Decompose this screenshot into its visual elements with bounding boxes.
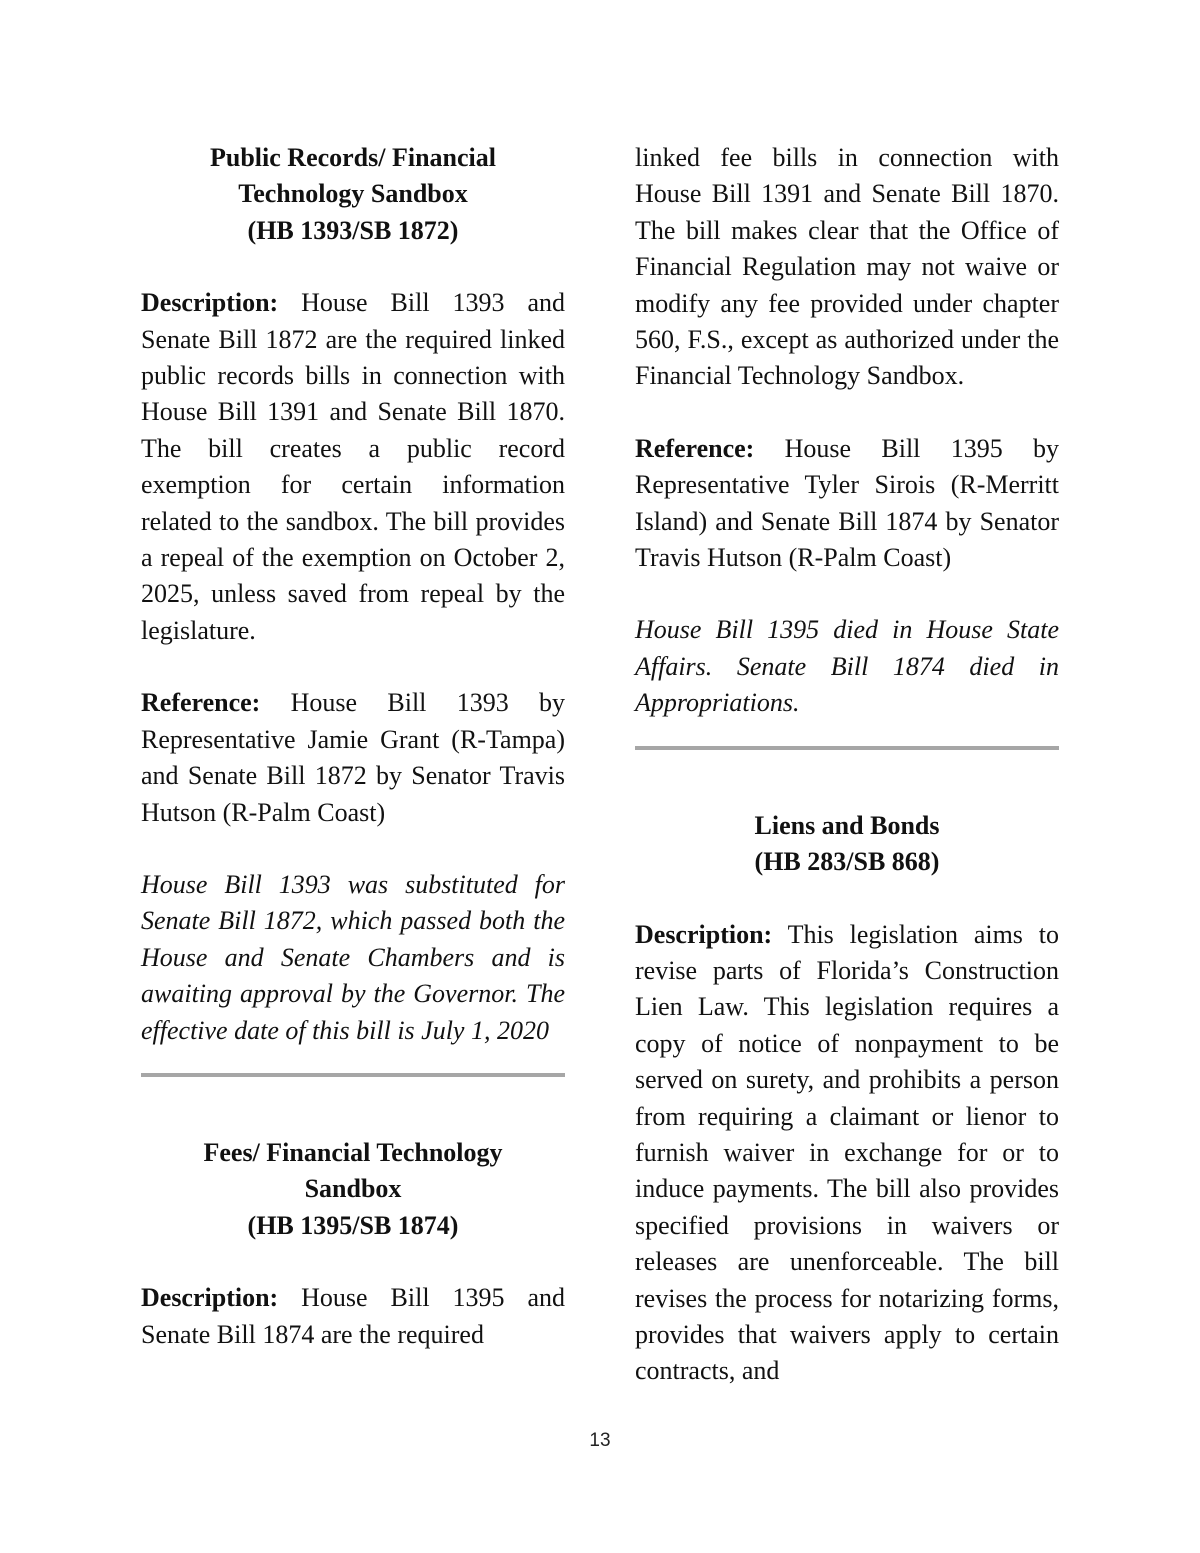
description-text: House Bill 1393 and Senate Bill 1872 are the required linked public records bills in connection with House Bill 1391 and Senate Bill 1870. The bill creates a public record exemption for certain information related to the sandbox. The bill provides a repeal of the exemption on October 2, 2025, unless saved from repeal by the legislature. [141,288,565,645]
description-text: This legislation aims to revise parts of Florida’s Construction Lien Law. This legislation requires a copy of notice of nonpayment to be served on surety, and prohibits a person from requiring a claimant or lienor to furnish waiver in exchange for or to induce payments. The bill also provides specified provisions in waivers or releases are unenforceable. The bill revises the process for notarizing forms, provides that waivers apply to certain contracts, and [635,919,1059,1386]
heading-line: (HB 1393/SB 1872) [247,215,459,245]
reference-text: House Bill 1395 by Representative Tyler Sirois (R-Merritt Island) and Senate Bill 1874 by Senator Travis Hutson (R-Palm Coast) [635,433,1059,573]
heading-line: Liens and Bonds [754,810,940,840]
public-records-reference [141,685,565,831]
fees-description-start [141,1280,565,1353]
description-label: Description: [141,288,279,318]
public-records-heading [141,140,565,249]
section-divider [635,746,1059,750]
reference-text: House Bill 1393 by Representative Jamie Grant (R-Tampa) and Senate Bill 1872 by Senator Travis Hutson (R-Palm Coast) [141,688,565,827]
fees-description-continued: linked fee bills in connection with House Bill 1391 and Senate Bill 1870. The bill makes clear that the Office of Financial Regulation may not waive or modify any fee provided under chapter 560, F.S., except as authorized under the Financial Technology Sandbox. [635,143,1059,391]
right-column [635,140,1059,1390]
description-text: House Bill 1395 and Senate Bill 1874 are the required [141,1283,565,1349]
heading-line: (HB 1395/SB 1874) [247,1210,459,1240]
heading-line: (HB 283/SB 868) [754,847,940,877]
heading-line: Technology Sandbox [238,179,468,209]
public-records-status: House Bill 1393 was substituted for Senate Bill 1872, which passed both the House and Senate Chambers and is awaiting approval by the Governor. The effective date of this bill is July 1, 2020 [141,869,565,1045]
reference-label: Reference: [141,688,261,718]
heading-line: Fees/ Financial Technology [203,1137,503,1167]
reference-label: Reference: [635,433,755,463]
description-label: Description: [635,919,773,949]
page-number: 13 [589,1430,611,1451]
heading-line: Sandbox [304,1174,402,1204]
left-column [141,140,565,1353]
heading-line: Public Records/ Financial [210,143,496,172]
fees-heading [141,1135,565,1244]
description-label: Description: [141,1283,279,1313]
fees-status: House Bill 1395 died in House State Affairs. Senate Bill 1874 died in Appropriations. [635,615,1059,718]
liens-heading [635,808,1059,881]
public-records-description [141,285,565,649]
fees-reference [635,431,1059,577]
section-divider [141,1073,565,1077]
liens-description [635,917,1059,1390]
